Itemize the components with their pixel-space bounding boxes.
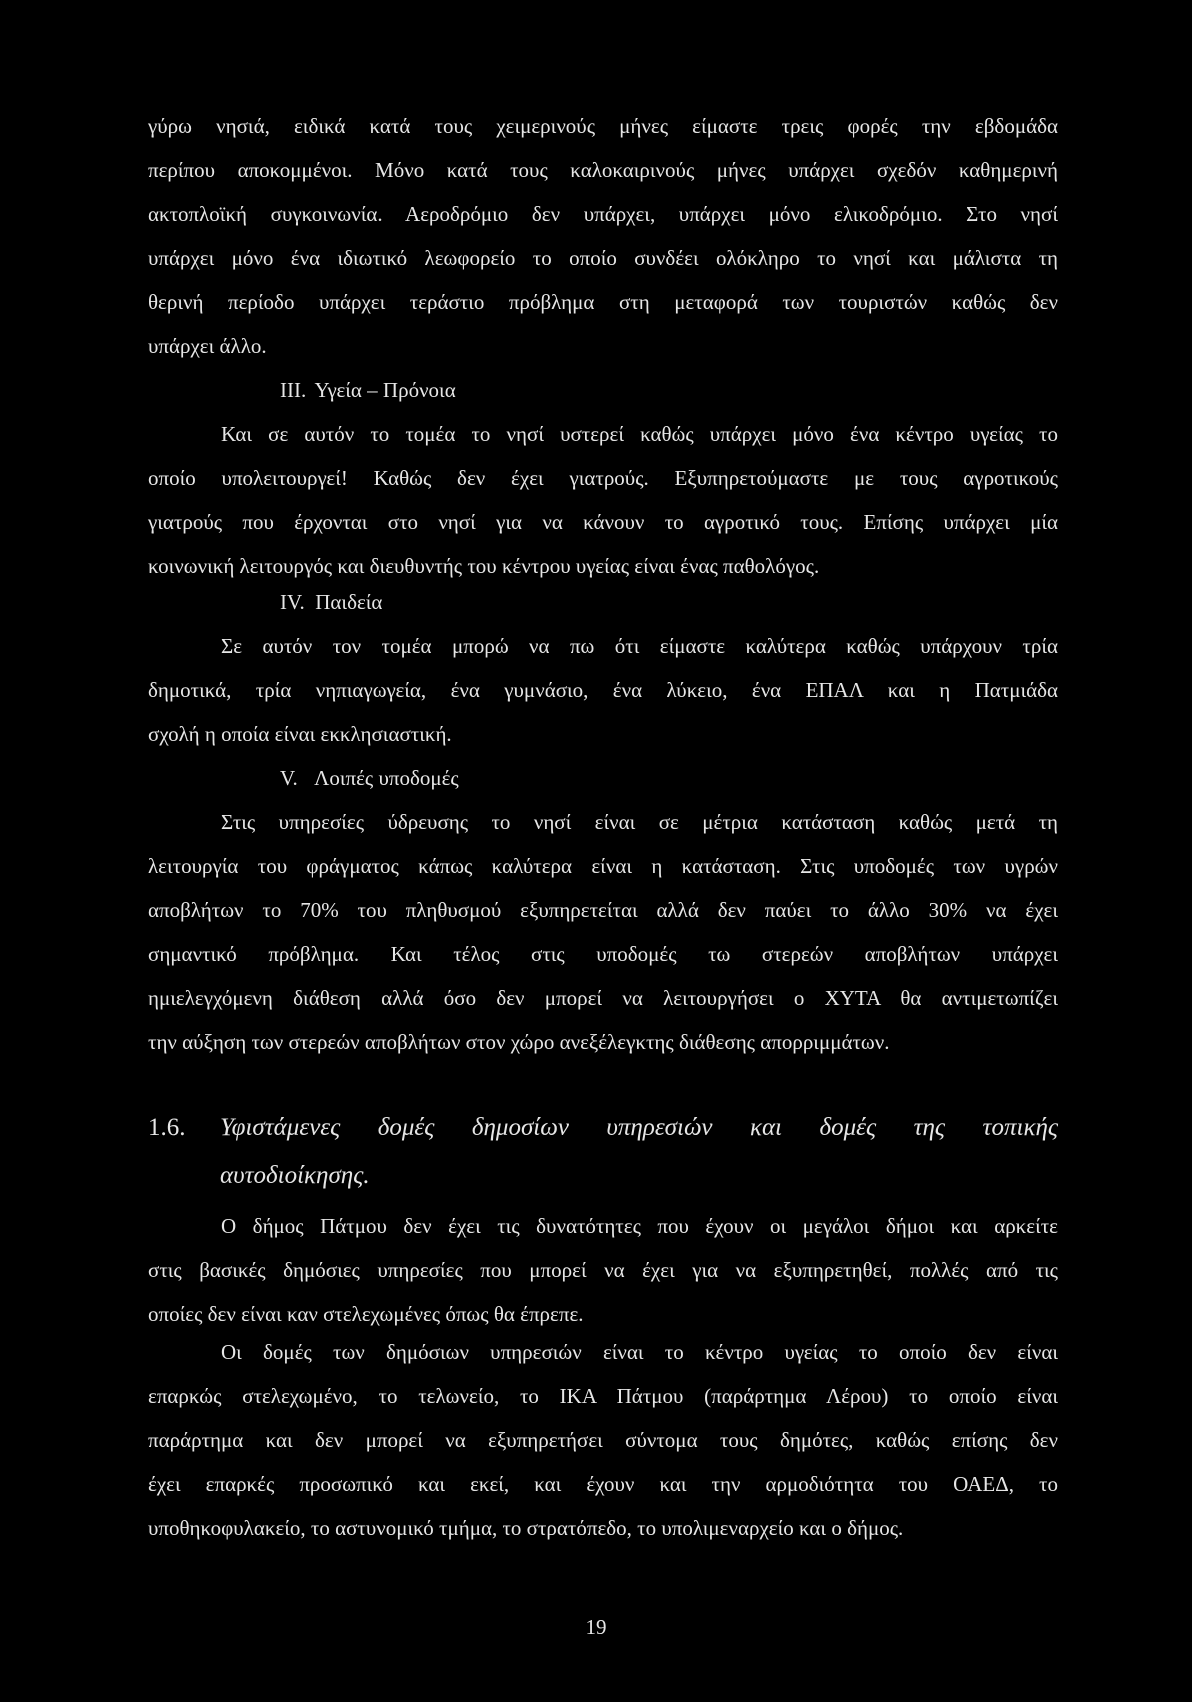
heading-line — [148, 1152, 1058, 1200]
text-line: υπάρχει μόνο ένα ιδιωτικό λεωφορείο το οποίο συνδέει ολόκληρο το νησί και μάλιστα τη — [148, 246, 1058, 270]
section-number: IV. — [280, 590, 305, 614]
text-line: αποβλήτων το 70% του πληθυσμού εξυπηρετείται αλλά δεν παύει το άλλο 30% να έχει — [148, 898, 1058, 922]
text-line: σημαντικό πρόβλημα. Και τέλος στις υποδομές τω στερεών αποβλήτων υπάρχει — [148, 942, 1058, 966]
page-number: 19 — [585, 1615, 607, 1639]
section-number: III. — [280, 378, 307, 402]
text-line: γύρω νησιά, ειδικά κατά τους χειμερινούς μήνες είμαστε τρεις φορές την εβδομάδα — [148, 114, 1058, 138]
text-line: Στις υπηρεσίες ύδρευσης το νησί είναι σε μέτρια κατάσταση καθώς μετά τη — [221, 810, 1058, 834]
section-1-6-heading — [148, 1104, 1058, 1200]
text-line: την αύξηση των στερεών αποβλήτων στον χώρο ανεξέλεγκτης διάθεσης απορριμμάτων. — [148, 1030, 890, 1054]
section-number: 1.6. — [148, 1114, 186, 1141]
heading-line — [148, 1104, 1058, 1152]
text-line: στις βασικές δημόσιες υπηρεσίες που μπορεί να έχει για να εξυπηρετηθεί, πολλές από τις — [148, 1258, 1058, 1282]
section-number: V. — [280, 766, 298, 790]
text-line: παράρτημα και δεν μπορεί να εξυπηρετήσει σύντομα τους δημότες, καθώς επίσης δεν — [148, 1428, 1058, 1452]
text-line: υπάρχει άλλο. — [148, 334, 267, 358]
section-title: Υγεία – Πρόνοια — [314, 378, 456, 402]
text-line: δημοτικά, τρία νηπιαγωγεία, ένα γυμνάσιο, ένα λύκειο, ένα ΕΠΑΛ και η Πατμιάδα — [148, 678, 1058, 702]
section-heading — [148, 756, 1058, 800]
text-line: Οι δομές των δημόσιων υπηρεσιών είναι το κέντρο υγείας το οποίο δεν είναι — [221, 1340, 1058, 1364]
text-line: κοινωνική λειτουργός και διευθυντής του κέντρου υγείας είναι ένας παθολόγος. — [148, 554, 820, 578]
paragraph-transport — [148, 104, 1058, 368]
section-title: Υφιστάμενες δομές δημοσίων υπηρεσιών και δομές της τοπικής — [220, 1114, 1058, 1141]
paragraph-public-services — [148, 1330, 1058, 1550]
text-line: έχει επαρκές προσωπικό και εκεί, και έχουν και την αρμοδιότητα του ΟΑΕΔ, το — [148, 1472, 1058, 1496]
text-line: σχολή η οποία είναι εκκλησιαστική. — [148, 722, 452, 746]
text-line: Και σε αυτόν το τομέα το νησί υστερεί καθώς υπάρχει μόνο ένα κέντρο υγείας το — [221, 422, 1058, 446]
text-line: λειτουργία του φράγματος κάπως καλύτερα είναι η κατάσταση. Στις υποδομές των υγρών — [148, 854, 1058, 878]
section-education — [148, 580, 1058, 756]
section-health — [148, 368, 1058, 588]
text-line: οποίο υπολειτουργεί! Καθώς δεν έχει γιατρούς. Εξυπηρετούμαστε με τους αγροτικούς — [148, 466, 1058, 490]
section-heading — [148, 368, 1058, 412]
section-title: Παιδεία — [315, 590, 383, 614]
text-line: επαρκώς στελεχωμένο, το τελωνείο, το ΙΚΑ Πάτμου (παράρτημα Λέρου) το οποίο είναι — [148, 1384, 1058, 1408]
text-line: Σε αυτόν τον τομέα μπορώ να πω ότι είμαστε καλύτερα καθώς υπάρχουν τρία — [221, 634, 1058, 658]
text-line: Ο δήμος Πάτμου δεν έχει τις δυνατότητες που έχουν οι μεγάλοι δήμοι και αρκείτε — [221, 1214, 1058, 1238]
section-heading — [148, 580, 1058, 624]
text-line: ημιελεγχόμενη διάθεση αλλά όσο δεν μπορεί να λειτουργήσει ο ΧΥΤΑ θα αντιμετωπίζει — [148, 986, 1058, 1010]
text-line: οποίες δεν είναι καν στελεχωμένες όπως θα έπρεπε. — [148, 1302, 584, 1326]
text-line: ακτοπλοϊκή συγκοινωνία. Αεροδρόμιο δεν υπάρχει, υπάρχει μόνο ελικοδρόμιο. Στο νησί — [148, 202, 1058, 226]
text-line: θερινή περίοδο υπάρχει τεράστιο πρόβλημα στη μεταφορά των τουριστών καθώς δεν — [148, 290, 1058, 314]
text-line: περίπου αποκομμένοι. Μόνο κατά τους καλοκαιρινούς μήνες υπάρχει σχεδόν καθημερινή — [148, 158, 1058, 182]
text-line: υποθηκοφυλακείο, το αστυνομικό τμήμα, το στρατόπεδο, το υπολιμεναρχείο και ο δήμος. — [148, 1516, 904, 1540]
section-other-infrastructure — [148, 756, 1058, 1064]
text-line: γιατρούς που έρχονται στο νησί για να κάνουν το αγροτικό τους. Επίσης υπάρχει μία — [148, 510, 1058, 534]
paragraph-municipality — [148, 1204, 1058, 1336]
section-title: Λοιπές υποδομές — [314, 766, 459, 790]
section-title-continued: αυτοδιοίκησης. — [220, 1162, 370, 1189]
